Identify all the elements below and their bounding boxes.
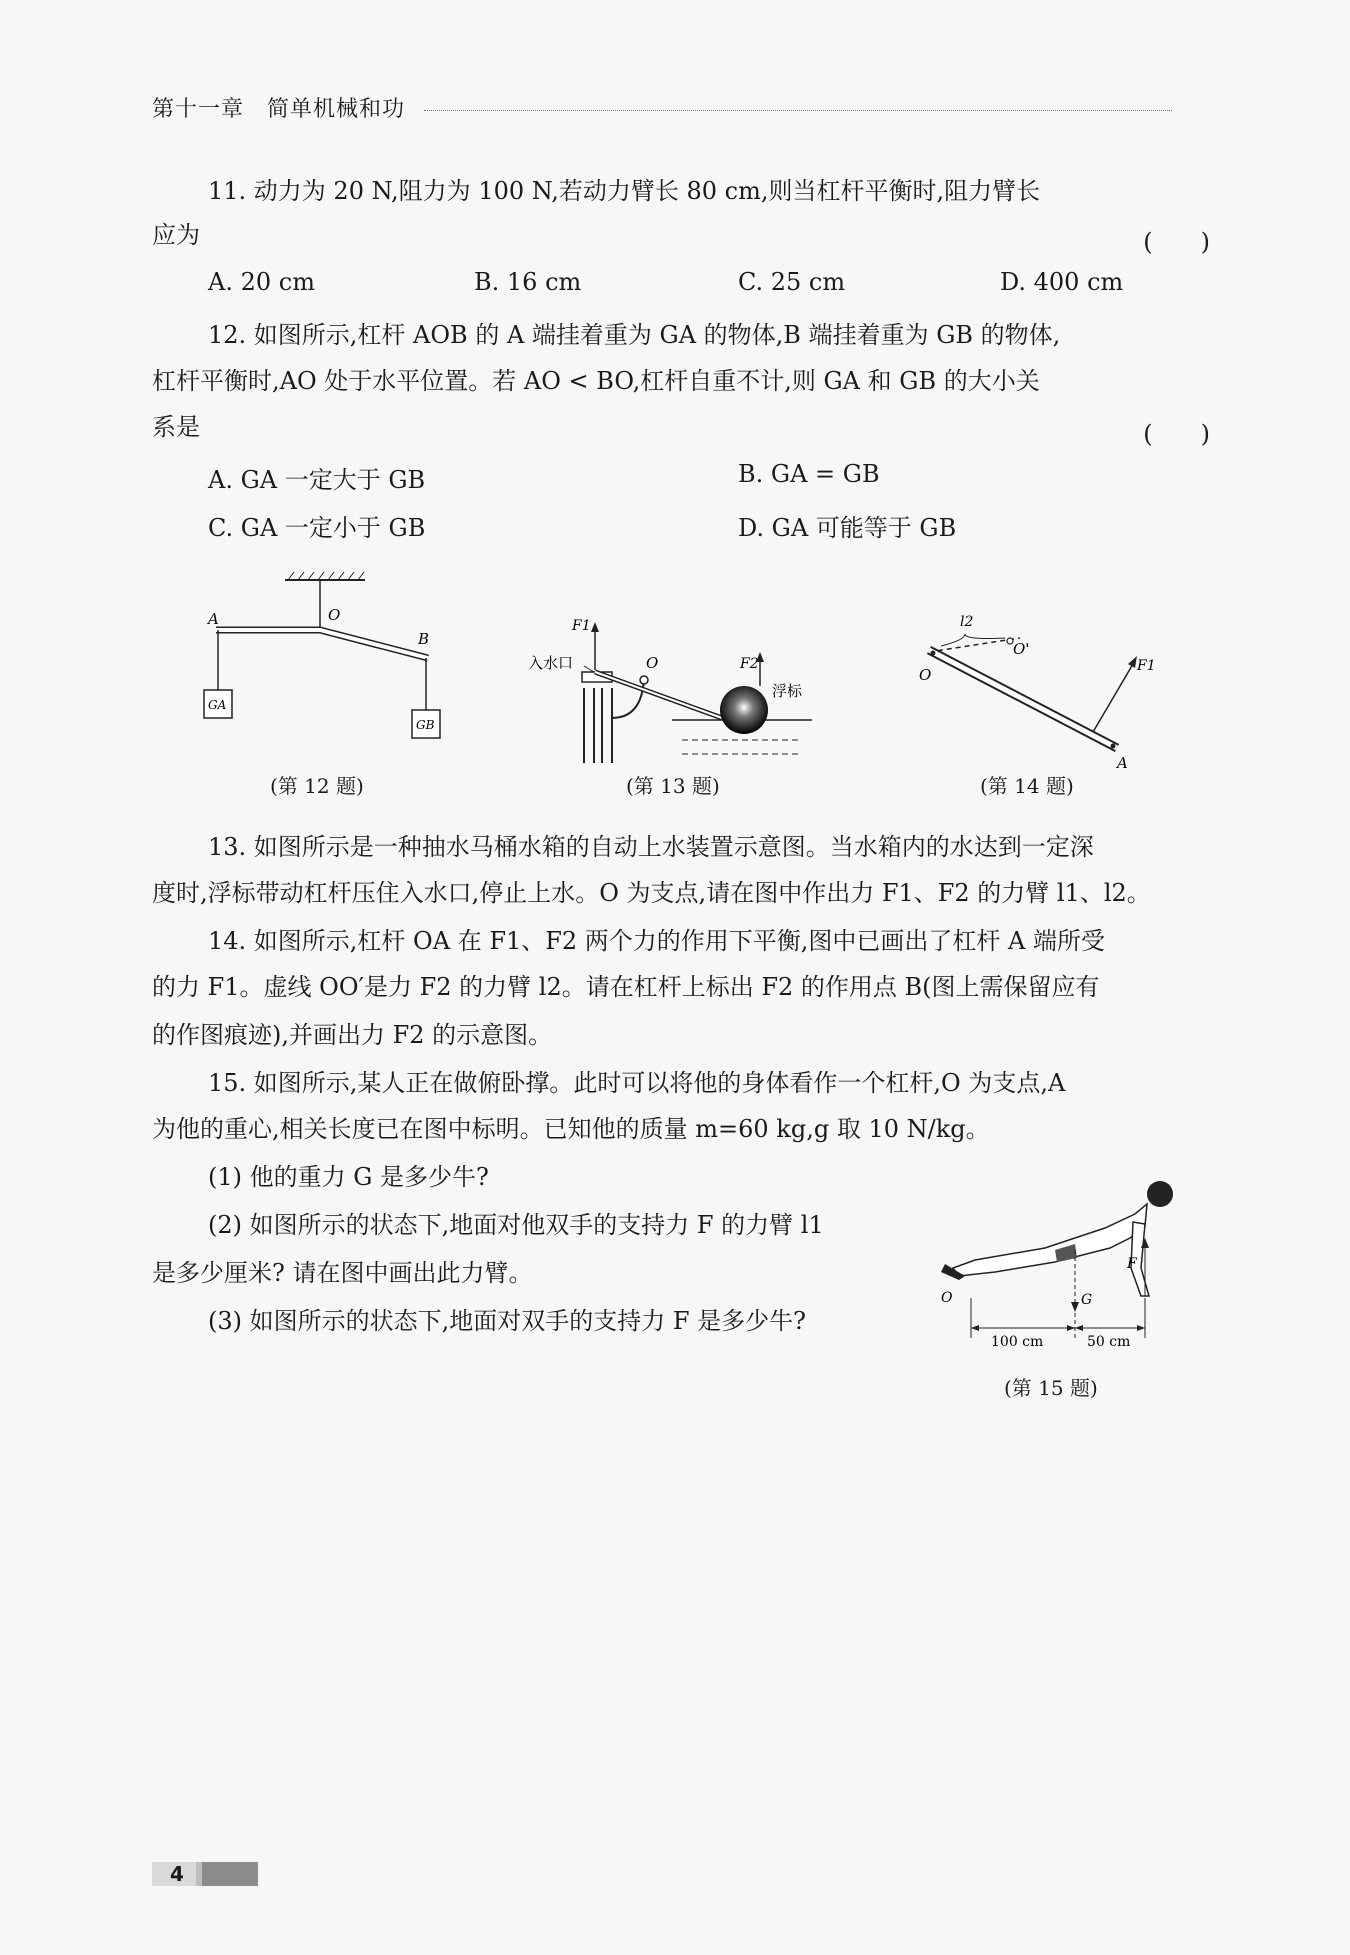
label-float: 浮标 [772,682,803,700]
label-o: O [646,654,659,672]
q12-option-b: B. GA = GB [738,460,880,488]
point-o [931,651,936,656]
q12-line1: 12. 如图所示,杠杆 AOB 的 A 端挂着重为 GA 的物体,B 端挂着重为 GB 的物体, [208,321,1061,349]
ceiling-hatch [288,572,364,580]
label-ga: GA [208,698,227,712]
q15-sub1: (1) 他的重力 G 是多少牛? [208,1163,489,1191]
figure-12-lever [190,568,470,758]
l2-brace [941,634,1005,646]
label-50cm: 50 cm [1087,1334,1131,1350]
q11-answer-paren: ( ) [1143,228,1210,256]
dim-arrow-2 [1067,1325,1075,1331]
label-100cm: 100 cm [991,1334,1044,1350]
gravity-arrow-head [1071,1302,1079,1312]
label-o: O [919,666,932,684]
dim-arrow-4 [1137,1325,1145,1331]
figure-13-caption: (第 13 题) [626,774,720,798]
q15-sub2a: (2) 如图所示的状态下,地面对他双手的支持力 F 的力臂 l1 [208,1211,824,1239]
q12-answer-paren: ( ) [1143,420,1210,448]
f1-force-line [1093,664,1133,732]
label-a: A [208,610,219,628]
q12-option-a: A. GA 一定大于 GB [208,466,426,494]
lever-oa-inner [929,650,1117,748]
q12-line2: 杠杆平衡时,AO 处于水平位置。若 AO < BO,杠杆自重不计,则 GA 和 GB 的大小关 [152,367,1040,395]
person-body [953,1204,1147,1276]
q13-line2: 度时,浮标带动杠杆压住入水口,停止上水。O 为支点,请在图中作出力 F1、F2 的力臂 l1、l2。 [152,879,1151,907]
inlet-pointer [584,666,594,672]
label-o-prime: O' [1013,640,1030,658]
page-number-tab [152,1862,258,1886]
point-a [1111,744,1116,749]
q12-option-d: D. GA 可能等于 GB [738,514,957,542]
q11-option-b: B. 16 cm [474,268,582,296]
q11-option-c: C. 25 cm [738,268,846,296]
f1-force-head [1128,656,1137,668]
label-o: O [328,606,341,624]
label-a: A [1117,754,1128,768]
float-lever-inner [595,672,722,718]
figure-15-pushup [935,1178,1175,1358]
label-f: F [1127,1256,1137,1272]
q15-sub2b: 是多少厘米? 请在图中画出此力臂。 [152,1259,533,1287]
q11-line1: 11. 动力为 20 N,阻力为 100 N,若动力臂长 80 cm,则当杠杆平衡时,阻力臂长 [208,177,1041,205]
figure-12-caption: (第 12 题) [270,774,364,798]
page-number: 4 [170,1862,184,1886]
q12-line3: 系是 [152,413,200,441]
float-ball [720,686,768,734]
page-number-tab-dark [202,1862,258,1886]
q14-line1: 14. 如图所示,杠杆 OA 在 F1、F2 两个力的作用下平衡,图中已画出了杠杆 A 端所受 [208,927,1106,955]
label-f2: F2 [740,656,759,672]
arm-l2-dashed [929,638,1020,652]
label-f1: F1 [572,618,591,634]
q14-line2: 的力 F1。虚线 OO′是力 F2 的力臂 l2。请在杠杆上标出 F2 的作用点 B(图上需保留应有 [152,973,1100,1001]
pivot-o [640,676,648,684]
q13-line1: 13. 如图所示是一种抽水马桶水箱的自动上水装置示意图。当水箱内的水达到一定深 [208,833,1094,861]
q11-line2: 应为 [152,221,200,249]
figure-15-caption: (第 15 题) [1004,1376,1098,1400]
chapter-title: 第十一章 简单机械和功 [152,97,406,122]
dim-arrow-3 [1075,1325,1083,1331]
f1-arrow-head [591,622,599,632]
label-b: B [418,630,430,648]
figure-14-lever [905,608,1165,768]
label-l2: l2 [960,614,974,630]
q15-sub3: (3) 如图所示的状态下,地面对双手的支持力 F 是多少牛? [208,1307,807,1335]
dim-arrow-1 [971,1325,979,1331]
label-gb: GB [416,718,435,732]
q11-option-a: A. 20 cm [208,268,315,296]
label-f1: F1 [1137,658,1156,674]
q12-option-c: C. GA 一定小于 GB [208,514,426,542]
figure-13-toilet-valve [522,608,822,768]
label-inlet: 入水口 [528,654,574,672]
q15-line2: 为他的重心,相关长度已在图中标明。已知他的质量 m=60 kg,g 取 10 N/kg。 [152,1115,990,1143]
q15-line1: 15. 如图所示,某人正在做俯卧撑。此时可以将他的身体看作一个杠杆,O 为支点,A [208,1069,1066,1097]
q14-line3: 的作图痕迹),并画出力 F2 的示意图。 [152,1021,553,1049]
header-dotted-rule [424,110,1172,111]
label-o: O [941,1290,953,1306]
q11-option-d: D. 400 cm [1000,268,1124,296]
lever-bar [216,630,428,658]
page-header [152,92,1172,132]
label-g: G [1081,1292,1093,1308]
figure-14-caption: (第 14 题) [980,774,1074,798]
lever-bar-inner [216,630,428,658]
person-head [1147,1181,1173,1207]
